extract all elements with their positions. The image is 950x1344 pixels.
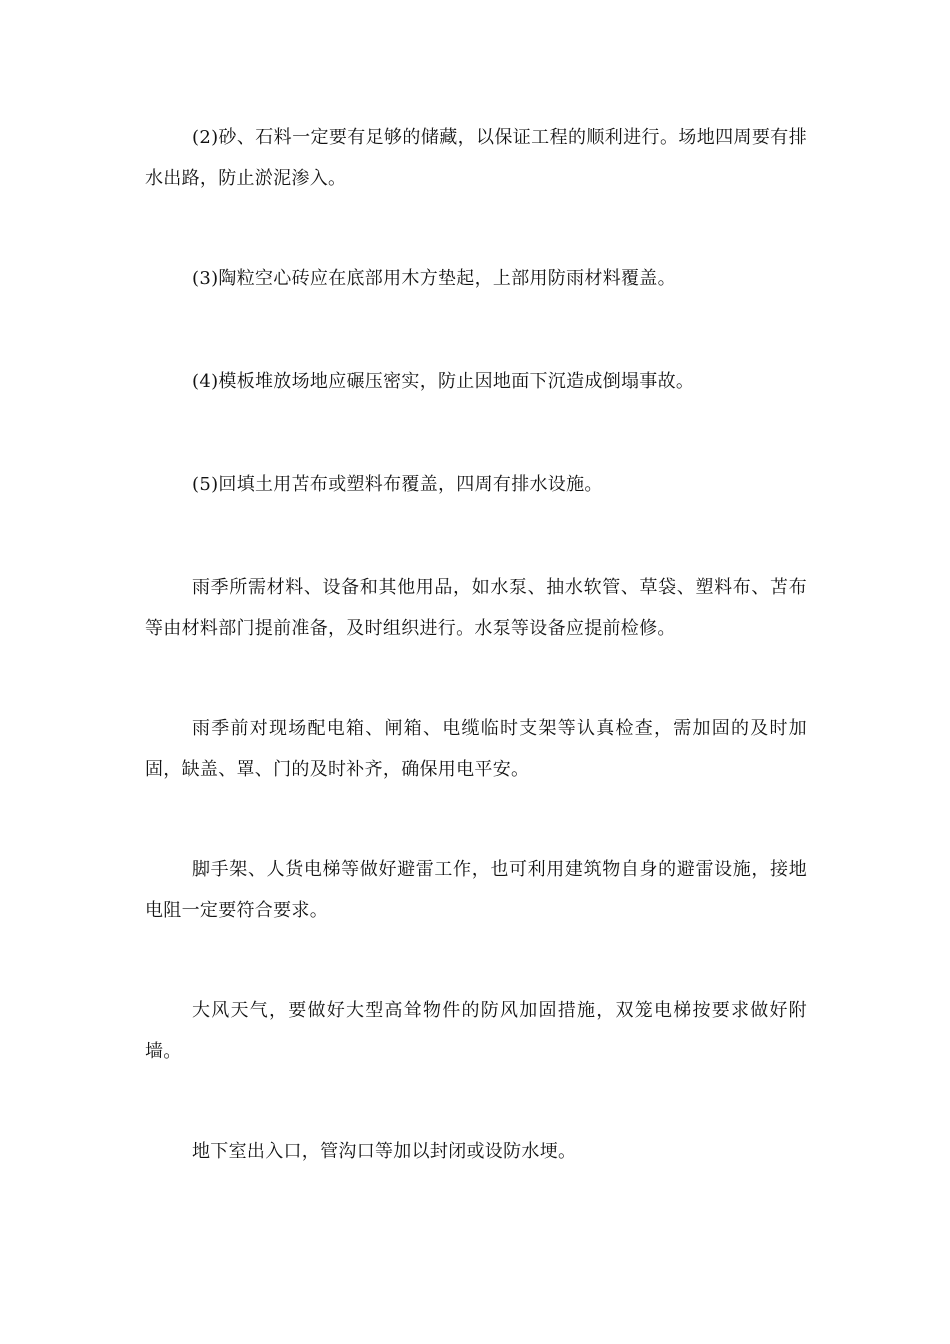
paragraph-distribution-box-check: 雨季前对现场配电箱、闸箱、电缆临时支架等认真检查，需加固的及时加固，缺盖、罩、门的及时补齐，确保用电平安。 (145, 718, 807, 780)
paragraph-ceramsite-brick: (3)陶粒空心砖应在底部用木方垫起，上部用防雨材料覆盖。 (192, 268, 676, 289)
paragraph-rainy-season-materials: 雨季所需材料、设备和其他用品，如水泵、抽水软管、草袋、塑料布、苫布等由材料部门提前准备，及时组织进行。水泵等设备应提前检修。 (145, 577, 807, 639)
paragraph-formwork-site: (4)模板堆放场地应碾压密实，防止因地面下沉造成倒塌事故。 (192, 371, 695, 392)
paragraph-lightning-protection: 脚手架、人货电梯等做好避雷工作，也可利用建筑物自身的避雷设施，接地电阻一定要符合要求。 (145, 859, 807, 921)
paragraph-sand-stone-storage: (2)砂、石料一定要有足够的储藏，以保证工程的顺利进行。场地四周要有排水出路，防止淤泥渗入。 (145, 127, 807, 189)
paragraph-wind-reinforcement: 大风天气，要做好大型高耸物件的防风加固措施，双笼电梯按要求做好附墙。 (145, 1000, 807, 1062)
paragraph-basement-entrance: 地下室出入口，管沟口等加以封闭或设防水埂。 (192, 1141, 577, 1162)
paragraph-backfill-cover: (5)回填土用苫布或塑料布覆盖，四周有排水设施。 (192, 474, 603, 495)
